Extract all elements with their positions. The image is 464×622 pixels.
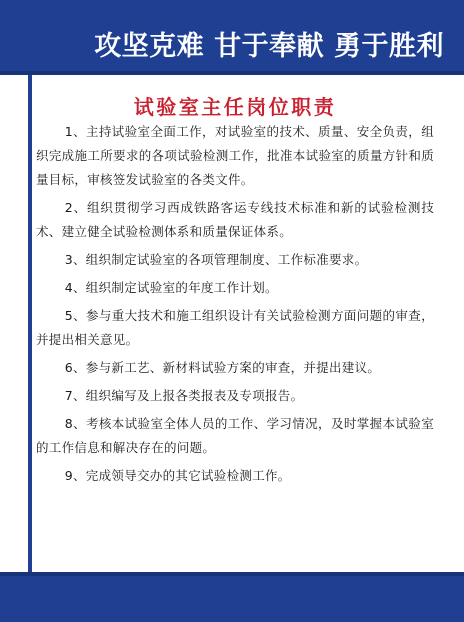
duty-item-9: 9、完成领导交办的其它试验检测工作。 xyxy=(64,468,291,483)
slogan: 攻坚克难 甘于奉献 勇于胜利 xyxy=(94,31,444,62)
duty-item-5: 5、参与重大技术和施工组织设计有关试验检测方面问题的审查，并提出相关意见。 xyxy=(36,308,434,347)
duty-item-7: 7、组织编写及上报各类报表及专项报告。 xyxy=(64,388,304,403)
duty-list xyxy=(36,120,434,492)
page-title: 试验室主任岗位职责 xyxy=(133,95,337,119)
duty-item-2: 2、组织贯彻学习西成铁路客运专线技术标准和新的试验检测技术、建立健全试验检测体系和质量保证体系。 xyxy=(36,200,434,239)
duty-item-1: 1、主持试验室全面工作，对试验室的技术、质量、安全负责，组织完成施工所要求的各项试验检测工作，批准本试验室的质量方针和质量目标，审核签发试验室的各类文件。 xyxy=(36,124,434,187)
duty-item-6: 6、参与新工艺、新材料试验方案的审查，并提出建议。 xyxy=(64,360,381,375)
duty-item-3: 3、组织制定试验室的各项管理制度、工作标准要求。 xyxy=(64,252,368,267)
duty-item-4: 4、组织制定试验室的年度工作计划。 xyxy=(64,280,278,295)
footer-band xyxy=(0,572,464,622)
duty-item-8: 8、考核本试验室全体人员的工作、学习情况，及时掌握本试验室的工作信息和解决存在的问题。 xyxy=(36,416,434,455)
header-band xyxy=(0,0,464,75)
